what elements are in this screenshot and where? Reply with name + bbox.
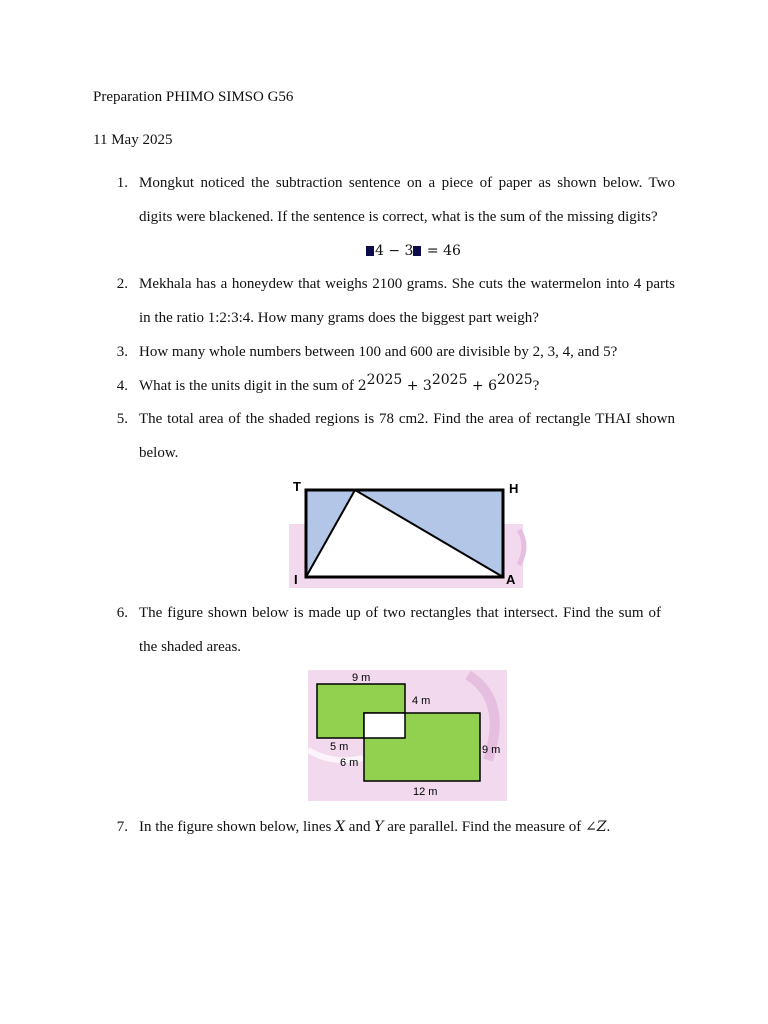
question-text [139,372,540,395]
vertex-label: A [506,572,516,587]
question-text-part: . [606,819,611,835]
vertex-label: I [294,572,298,587]
dimension-label: 4 m [412,695,431,707]
question-text: Mongkut noticed the subtraction sentence on a piece of paper as shown below. Two [139,175,675,191]
question-text: Mekhala has a honeydew that weighs 2100 grams. She cuts the watermelon into 4 parts [139,276,675,292]
equation-part: − 3 [383,243,414,259]
dimension-label: 6 m [340,757,359,769]
question-text: How many whole numbers between 100 and 600 are divisible by 2, 3, 4, and 5? [139,344,618,360]
document-title: Preparation PHIMO SIMSO G56 [93,89,294,105]
question-text: digits were blackened. If the sentence is correct, what is the sum of the missing digits? [139,209,658,225]
vertex-label: H [509,481,519,496]
equation-part: 4 [375,243,384,259]
math-variable: X [335,819,346,835]
question-text-part: What is the units digit in the sum of [139,378,358,394]
dimension-label: 5 m [330,741,349,753]
vertex-label: T [293,479,301,494]
question-text: The figure shown below is made up of two rectangles that intersect. Find the sum of [139,605,661,621]
equation-part: = 46 [422,243,461,259]
question-text-part: and [345,819,375,835]
question-number: 1. [116,175,128,191]
question-text: The total area of the shaded regions is 78 cm2. Find the area of rectangle THAI shown [139,411,675,427]
question-text [139,818,610,836]
math-term: 2 [357,378,367,394]
question-text-part: are parallel. Find the measure of [383,819,586,835]
question-text-part: In the figure shown below, lines [139,819,336,835]
question-number: 6. [116,605,128,621]
exponent: 2025 [497,372,533,388]
question-number: 4. [116,378,128,394]
subtraction-equation [366,242,461,260]
dimension-label: 12 m [413,786,438,798]
question-text: the shaded areas. [139,639,242,655]
dimension-label: 9 m [482,744,501,756]
math-term: + 3 [402,378,432,394]
dimension-label: 9 m [352,672,371,684]
question-number: 7. [116,819,128,835]
angle-symbol: ∠Z [585,819,607,835]
question-text: in the ratio 1:2:3:4. How many grams does the biggest part weigh? [139,310,539,326]
math-term: + 6 [467,378,498,394]
exponent: 2025 [431,372,468,388]
blackened-digit [413,246,421,256]
question-number: 3. [116,344,128,360]
figure-intersecting-rectangles [308,670,508,802]
question-text-part: ? [532,378,540,394]
question-number: 2. [116,276,128,292]
question-text: below. [139,445,179,461]
overlap-region [364,713,405,738]
math-variable: Y [374,819,384,835]
figure-rectangle-thai [287,477,527,589]
exponent: 2025 [366,372,403,388]
question-number: 5. [116,411,128,427]
blackened-digit [366,246,374,256]
document-date: 11 May 2025 [93,132,173,148]
